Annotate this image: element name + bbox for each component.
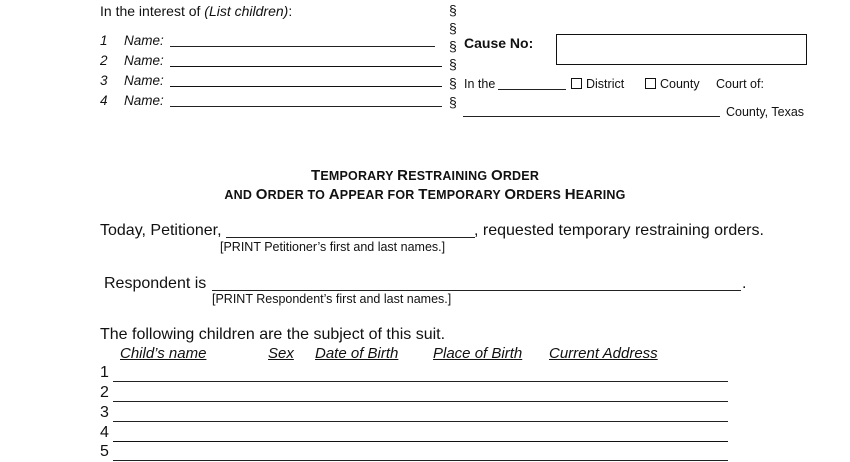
respondent-prefix: Respondent is bbox=[104, 275, 207, 292]
section-symbol: § bbox=[449, 94, 457, 110]
child-name-field-4[interactable] bbox=[170, 106, 442, 107]
children-intro: The following children are the subject of this suit. bbox=[100, 326, 446, 343]
petitioner-suffix: , requested temporary restraining orders. bbox=[474, 222, 764, 239]
order-title-line-1 bbox=[0, 167, 850, 184]
cause-number-input[interactable] bbox=[556, 34, 807, 65]
column-place-of-birth: Place of Birth bbox=[433, 345, 523, 362]
petitioner-prefix: Today, Petitioner, bbox=[100, 222, 222, 239]
cause-number-label: Cause No: bbox=[464, 35, 534, 51]
title-segment: ESTRAINING bbox=[408, 169, 491, 183]
column-childs-name: Child’s name bbox=[120, 345, 207, 362]
interest-hint: (List children) bbox=[204, 3, 289, 19]
title-segment: PPEAR FOR bbox=[339, 188, 419, 202]
title-segment: O bbox=[490, 167, 503, 184]
child-row-field-1[interactable] bbox=[113, 381, 728, 382]
child-row-number-1: 1 bbox=[100, 364, 109, 381]
title-segment: R bbox=[397, 167, 409, 184]
court-number-field[interactable] bbox=[498, 89, 566, 90]
interest-heading bbox=[100, 3, 292, 19]
respondent-hint: [PRINT Respondent’s first and last names.] bbox=[212, 292, 452, 306]
district-checkbox[interactable] bbox=[571, 78, 582, 89]
child-name-label-4: Name: bbox=[124, 93, 164, 108]
title-segment: EMPORARY bbox=[320, 169, 398, 183]
title-segment: RDER bbox=[502, 169, 540, 183]
title-segment: H bbox=[564, 186, 576, 203]
title-segment: EARING bbox=[575, 188, 626, 202]
district-option[interactable] bbox=[571, 77, 624, 91]
title-segment: A bbox=[328, 186, 340, 203]
child-name-row-4 bbox=[100, 93, 108, 108]
district-label: District bbox=[586, 77, 625, 91]
child-name-field-3[interactable] bbox=[170, 86, 442, 87]
child-row-field-4[interactable] bbox=[113, 441, 728, 442]
petitioner-hint: [PRINT Petitioner’s first and last names.] bbox=[220, 240, 446, 254]
child-row-number-3: 3 bbox=[100, 404, 109, 421]
child-row-number-4: 4 bbox=[100, 424, 109, 441]
petitioner-name-field[interactable] bbox=[226, 237, 475, 238]
county-checkbox[interactable] bbox=[645, 78, 656, 89]
child-row-field-5[interactable] bbox=[113, 460, 728, 461]
title-segment: O bbox=[504, 186, 517, 203]
child-name-field-1[interactable] bbox=[170, 46, 435, 47]
column-current-address: Current Address bbox=[549, 345, 658, 362]
county-option[interactable] bbox=[645, 77, 700, 91]
child-row-field-2[interactable] bbox=[113, 401, 728, 402]
county-name-field[interactable] bbox=[463, 116, 720, 117]
section-symbol: § bbox=[449, 20, 457, 36]
child-number: 4 bbox=[100, 93, 108, 108]
county-label: County bbox=[660, 77, 700, 91]
child-name-label-1: Name: bbox=[124, 33, 164, 48]
child-name-row-2 bbox=[100, 53, 108, 68]
column-sex: Sex bbox=[268, 345, 294, 362]
section-symbol: § bbox=[449, 56, 457, 72]
child-row-number-2: 2 bbox=[100, 384, 109, 401]
section-symbol: § bbox=[449, 2, 457, 18]
title-segment: EMPORARY bbox=[427, 188, 505, 202]
child-name-row-3 bbox=[100, 73, 108, 88]
child-name-field-2[interactable] bbox=[170, 66, 442, 67]
child-name-row-1 bbox=[100, 33, 108, 48]
child-number: 3 bbox=[100, 73, 108, 88]
respondent-suffix: . bbox=[742, 275, 747, 292]
county-texas-label: County, Texas bbox=[726, 105, 805, 119]
child-row-number-5: 5 bbox=[100, 443, 109, 460]
order-title-line-2 bbox=[0, 186, 850, 203]
interest-prefix: In the interest of bbox=[100, 3, 205, 19]
column-date-of-birth: Date of Birth bbox=[315, 345, 399, 362]
title-segment: T bbox=[310, 167, 321, 184]
respondent-name-field[interactable] bbox=[212, 290, 741, 291]
interest-suffix: : bbox=[288, 3, 293, 19]
court-of-label: Court of: bbox=[716, 77, 764, 91]
child-number: 1 bbox=[100, 33, 108, 48]
child-row-field-3[interactable] bbox=[113, 421, 728, 422]
section-symbol: § bbox=[449, 75, 457, 91]
child-number: 2 bbox=[100, 53, 108, 68]
title-segment: AND bbox=[224, 188, 256, 202]
title-segment: T bbox=[418, 186, 428, 203]
child-name-label-2: Name: bbox=[124, 53, 164, 68]
section-symbol: § bbox=[449, 38, 457, 54]
title-segment: RDERS bbox=[516, 188, 565, 202]
in-the-label: In the bbox=[464, 77, 496, 91]
title-segment: RDER TO bbox=[267, 188, 329, 202]
title-segment: O bbox=[255, 186, 268, 203]
child-name-label-3: Name: bbox=[124, 73, 164, 88]
